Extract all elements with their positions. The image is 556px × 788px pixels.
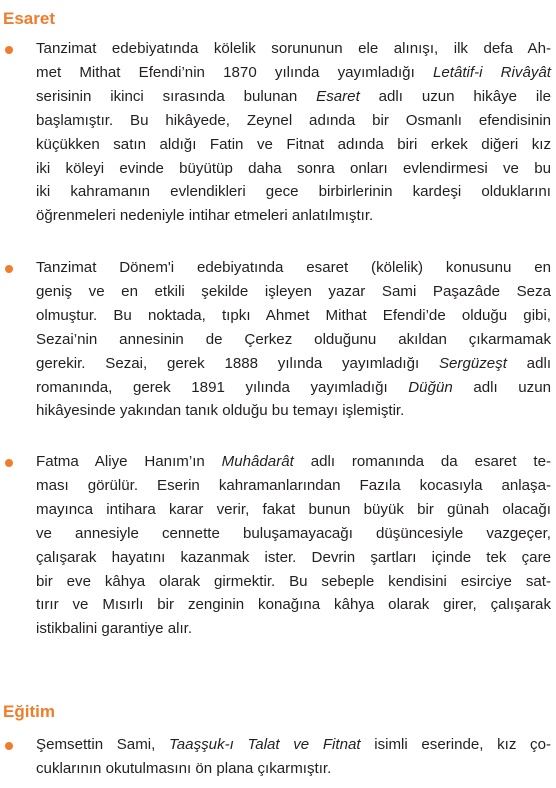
text-line [36,399,551,423]
text-run: ve annesiyle cennette buluşamayacağı düşüncesiyle vazgeçer, [36,524,551,542]
text-run: istikbalini garantiye alır. [36,620,193,638]
text-run: geniş ve en etkili şekilde işleyen yazar Sami Paşazâde Seza [36,282,551,300]
text-line [36,180,551,204]
text-run: iki köleyi evinde büyütüp daha sonra onları evlendirmesi ve bu [36,159,551,177]
text-run: Sezai’nin annesinin de Çerkez olduğunu akıldan çıkarmamak [36,330,551,348]
text-line [36,546,551,570]
text-line [36,617,551,641]
bullet-icon [5,742,13,750]
text-run: Tanzimat Dönem'i edebiyatında esaret (kölelik) konusunu en [36,259,551,276]
text-run: romanında, gerek 1891 yılında yayımladığı [36,378,409,396]
text-run: Tanzimat edebiyatında kölelik sorununun ele alınışı, ilk defa Ah- [36,40,551,57]
bullet-icon [5,265,13,273]
text-run: çalışarak hayatını kazanmak ister. Devrin şartları içinde tek çare [36,548,551,566]
text-run: gerekir. Sezai, gerek 1888 yılında yayımladığı [36,354,439,372]
text-line [36,352,551,376]
text-run: Fatma Aliye Hanım’ın [36,453,222,470]
text-line [36,85,551,109]
text-line [36,256,551,280]
text-line [36,474,551,498]
text-run: Şemsettin Sami, [36,736,169,753]
text-run: hikâyesinde yakından tanık olduğu bu temayı işlemiştir. [36,402,405,420]
text-run: tırır ve Mısırlı bir zenginin konağına kâhya olarak girer, çalışarak [36,596,551,614]
text-line [36,498,551,522]
italic-title: Sergüzeşt [438,354,507,372]
bullet-paragraph-esaret-3 [36,450,551,641]
text-run: isimli eserinde, kız ço- [360,736,551,753]
text-line [36,757,551,781]
text-run: küçükken satın aldığı Fatin ve Fitnat adında biri erkek diğeri kız [36,135,551,153]
text-run: mayınca intihara karar verir, fakat bunun büyük bir günah olacağı [36,500,551,518]
text-line [36,109,551,133]
text-line [36,376,551,400]
text-run: serisinin ikinci sırasında bulunan [36,87,317,105]
text-run: olmuştur. Bu noktada, tıpkı Ahmet Mithat Efendi’de olduğu gibi, [36,306,551,324]
italic-title: Düğün [408,378,453,396]
text-run: adlı romanında da esaret te- [293,453,551,470]
bullet-paragraph-egitim-1 [36,733,551,781]
text-line [36,37,551,61]
bullet-icon [5,46,13,54]
bullet-icon [5,459,13,467]
text-line [36,593,551,617]
text-run: iki kahramanın evlendikleri gece birbirlerinin kardeşi olduklarını [36,183,551,201]
italic-title: Esaret [316,87,360,105]
text-line [36,280,551,304]
text-line [36,570,551,594]
text-line [36,61,551,85]
bullet-paragraph-esaret-2 [36,256,551,423]
text-line [36,204,551,228]
text-run: öğrenmeleri nedeniyle intihar etmeleri anlatılmıştır. [36,207,374,225]
section-heading-egitim: Eğitim [3,702,55,721]
text-run: ması görülür. Eserin kahramanlarından Fazıla kocasıyla anlaşa- [36,476,551,494]
text-line [36,450,551,474]
text-line [36,522,551,546]
text-run: bir eve kâhya olarak girmektir. Bu sebeple kendisini esirciye sat- [36,572,551,590]
italic-title: Taaşşuk-ı Talat ve Fitnat [168,736,361,753]
text-run: cuklarının okutulmasını ön plana çıkarmıştır. [36,759,332,777]
text-run: met Mithat Efendi’nin 1870 yılında yayımladığı [36,63,433,81]
italic-title: Muhâdarât [221,453,294,470]
text-line [36,133,551,157]
text-run: adlı uzun [452,378,552,396]
text-run: adlı [506,354,552,372]
text-run: adlı uzun hikâye ile [359,87,551,105]
text-line [36,157,551,181]
text-line [36,304,551,328]
text-line [36,328,551,352]
text-line [36,733,551,757]
italic-title: Letâtif-i Rivâyât [432,63,551,81]
bullet-paragraph-esaret-1 [36,37,551,228]
text-run: başlamıştır. Bu hikâyede, Zeynel adında bir Osmanlı efendisinin [36,111,551,129]
section-heading-esaret: Esaret [3,9,55,28]
